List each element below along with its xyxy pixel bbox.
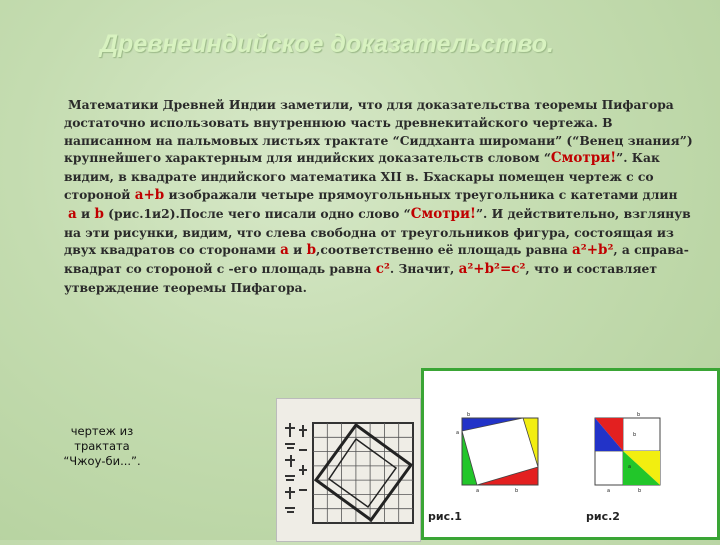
manuscript-caption: чертеж из трактата “Чжоу-би...”. — [63, 424, 141, 468]
paragraph-2 — [64, 205, 696, 297]
fig2-caption: рис.2 — [586, 510, 620, 523]
fig2-label-bottom-b: b — [638, 488, 642, 494]
p2-text-3: ,соответственно её площадь равна — [316, 242, 573, 258]
var-a: a — [68, 205, 77, 222]
p2-text-2: ”. И действительно, взглянув на эти рисунки, видим, что слева свободна от треугольников фигура, состоящая из двух квадратов со сторонами — [64, 205, 691, 258]
figures-frame — [421, 368, 720, 540]
paragraph-1-text-c: изображали четыре прямоугольньных треугольника с катетами длин — [164, 186, 678, 202]
paragraph-1-text-b: ”. Как видим, в квадрате индийского математика XII в. Бхаскары помещен чертеж с со стороной — [64, 150, 660, 202]
figure-2 — [586, 412, 660, 523]
var-a-2: a — [280, 242, 289, 259]
manuscript-image — [276, 398, 421, 542]
p2-text-5: . Значит, — [389, 261, 459, 277]
slide-title: Древнеиндийское доказательство. — [100, 30, 554, 58]
formula-a2-b2: a²+b² — [572, 242, 614, 259]
proof-figures — [424, 371, 717, 537]
figure-1 — [428, 412, 538, 523]
formula-pythagoras: a²+b²=c² — [458, 261, 526, 278]
paragraph-1 — [64, 96, 696, 205]
p2-text-6: , что и составляет утверждение теоремы Пифагора. — [64, 261, 657, 295]
manuscript-drawing — [277, 399, 420, 541]
p2-text-4: , а справа- квадрат со стороной с -его площадь равна — [64, 242, 689, 277]
text-and: и — [76, 205, 95, 221]
formula-c2: c² — [375, 261, 390, 278]
fig1-caption: рис.1 — [428, 510, 462, 523]
paragraph-1-text: Математики Древней Индии заметили, что для доказательства теоремы Пифагора достаточно использовать внутреннюю часть древнекитайского чертежа. В написанном на пальмовых листьях трактате “Сиддханта широмани” (“Венец знания”) крупнейшего характерным для индийских доказательств словом “ — [64, 97, 693, 166]
word-look-2: Смотри! — [410, 205, 476, 222]
fig2-label-right-a: a — [628, 464, 632, 470]
fig1-label-bottom-b: b — [515, 488, 519, 494]
word-look-1: Смотри! — [550, 150, 617, 167]
fig1-label-left: a — [456, 430, 460, 436]
fig2-label-right-b: b — [633, 432, 637, 438]
fig1-label-top: b — [467, 412, 471, 418]
var-b-2: b — [306, 242, 317, 259]
fig2-label-top: b — [637, 412, 641, 418]
fig1-label-bottom-a: a — [476, 488, 480, 494]
var-b: b — [94, 205, 104, 222]
formula-a-plus-b: a+b — [134, 186, 165, 203]
p2-text-1: (рис.1и2).После чего писали одно слово “ — [103, 205, 411, 221]
text-and-2: и — [288, 242, 307, 258]
body-text — [64, 96, 696, 297]
fig2-label-bottom-a: a — [607, 488, 611, 494]
